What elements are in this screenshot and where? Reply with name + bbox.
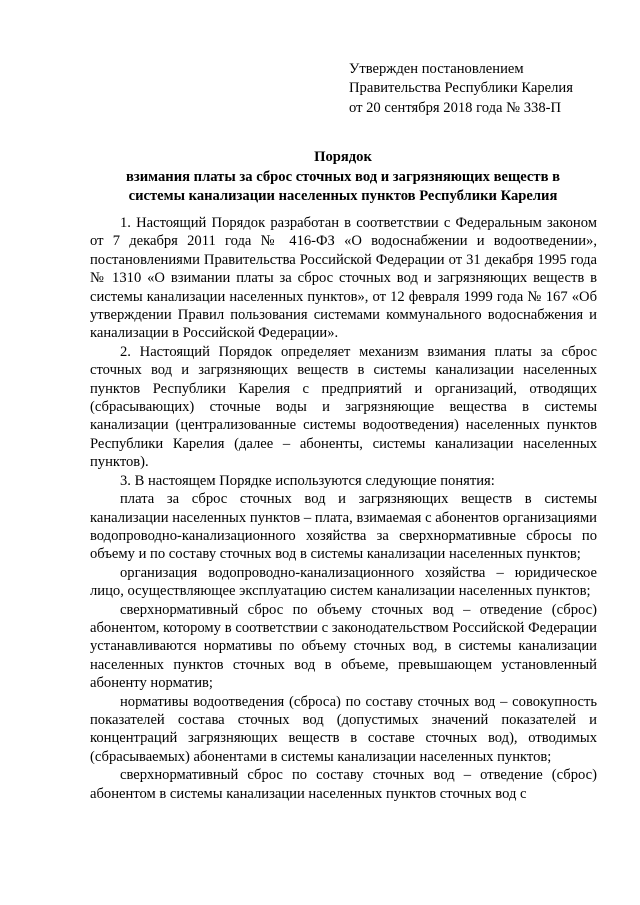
- document-title: [88, 148, 598, 207]
- paragraph-2: 2. Настоящий Порядок определяет механизм взимания платы за сброс сточных вод и загрязняющих веществ в системы канализации населенных пунктов Республики Карелия с предприятий и организаций, отводящих (сбрасывающих) сточные воды и загрязняющие вещества в системы канализации (централизованные системы водоотведения) населенных пунктов Республики Карелия (далее – абоненты, системы канализации населенных пунктов).: [90, 343, 597, 471]
- approval-line: от 20 сентября 2018 года № 338-П: [349, 99, 562, 116]
- definition-fee: плата за сброс сточных вод и загрязняющих веществ в системы канализации населенных пунктов – плата, взимаемая с абонентов организациями водопроводно-канализационного хозяйства за сверхнормативные сбросы по объему и по составу сточных вод в системы канализации населенных пунктов;: [90, 491, 597, 563]
- paragraph-3: 3. В настоящем Порядке используются следующие понятия:: [120, 472, 495, 489]
- title-line: системы канализации населенных пунктов Республики Карелия: [128, 188, 558, 204]
- paragraph-1: 1. Настоящий Порядок разработан в соответствии с Федеральным законом от 7 декабря 2011 года № 416-ФЗ «О водоснабжении и водоотведении», постановлениями Правительства Российской Федерации от 31 декабря 1995 года № 1310 «О взимании платы за сброс сточных вод и загрязняющих веществ в системы канализации населенных пунктов», от 12 февраля 1999 года № 167 «Об утверждении Правил пользования системами коммунального водоснабжения и канализации в Российской Федерации».: [90, 215, 597, 342]
- title-line: Порядок: [314, 149, 372, 165]
- approval-stamp: [349, 60, 609, 118]
- definition-composition-excess: сверхнормативный сброс по составу сточных вод – отведение (сброс) абонентом в системы канализации населенных пунктов сточных вод с: [90, 767, 597, 802]
- definition-volume-excess: сверхнормативный сброс по объему сточных вод – отведение (сброс) абонентом, которому в соответствии с законодательством Российской Федерации устанавливаются нормативы по объему сточных вод, в системы канализации населенных пунктов сточных вод в объеме, превышающем установленный абоненту норматив;: [90, 601, 597, 692]
- approval-line: Правительства Республики Карелия: [349, 80, 573, 97]
- definition-composition-norms: нормативы водоотведения (сброса) по составу сточных вод – совокупность показателей состава сточных вод (допустимых значений показателей и концентраций загрязняющих веществ в составе сточных вод), отводимых (сбрасываемых) абонентами в системы канализации населенных пунктов;: [90, 693, 597, 765]
- definition-water-org: организация водопроводно-канализационного хозяйства – юридическое лицо, осуществляющее эксплуатацию систем канализации населенных пунктов;: [90, 564, 597, 600]
- title-line: взимания платы за сброс сточных вод и загрязняющих веществ в: [126, 168, 560, 185]
- approval-line: Утвержден постановлением: [349, 61, 524, 77]
- document-body: [90, 214, 597, 803]
